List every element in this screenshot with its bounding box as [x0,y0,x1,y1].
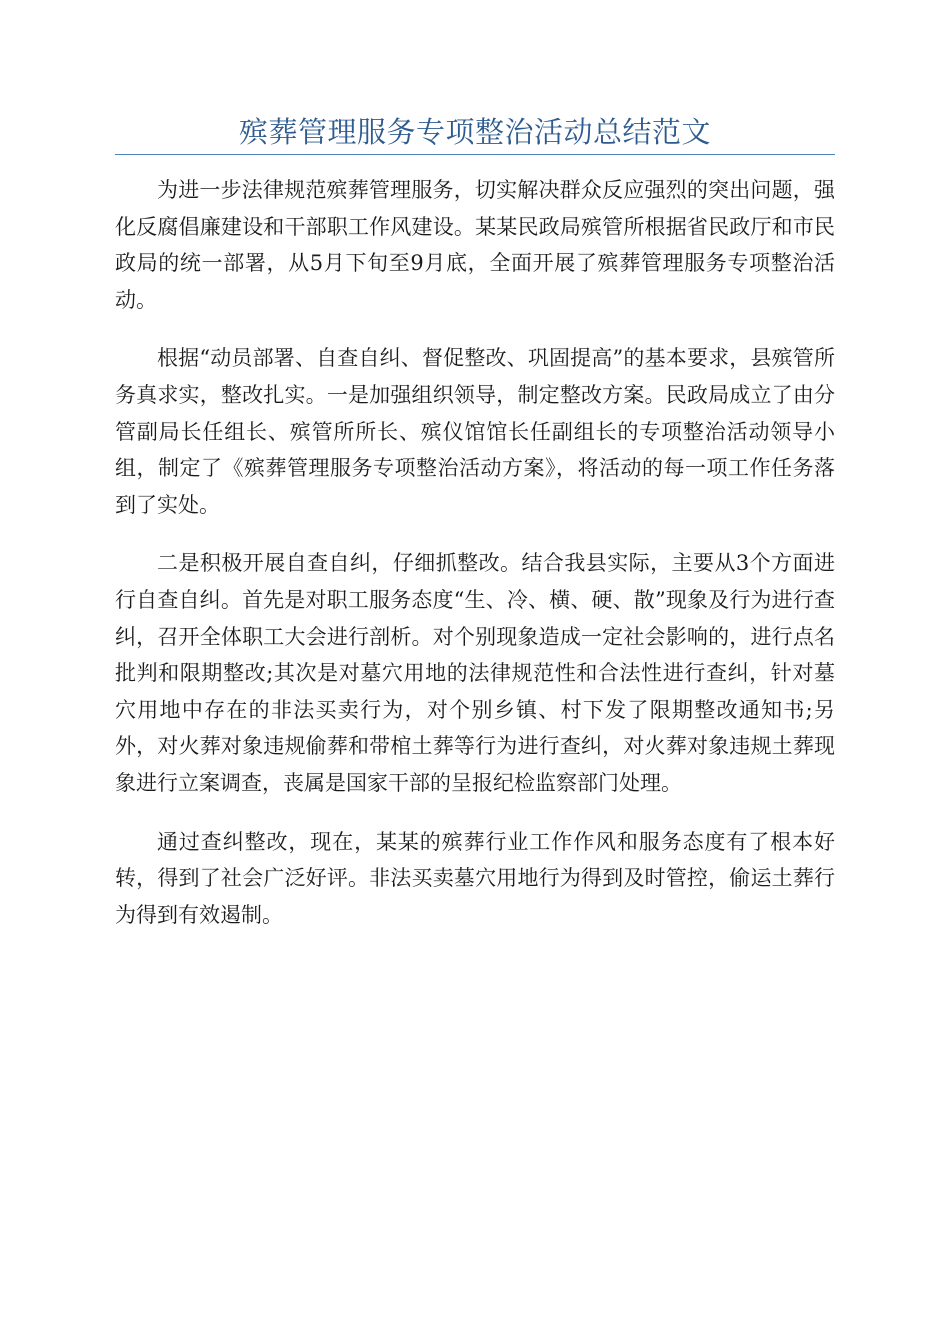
document-title: 殡葬管理服务专项整治活动总结范文 [238,115,711,149]
document-body [115,172,835,955]
paragraph-2: 根据“动员部署、自查自纠、督促整改、巩固提高”的基本要求，县殡管所务真求实，整改扎实。一是加强组织领导，制定整改方案。民政局成立了由分管副局长任组长、殡管所所长、殡仪馆馆长任副组长的专项整治活动领导小组，制定了《殡葬管理服务专项整治活动方案》，将活动的每一项工作任务落到了实处。 [115,346,835,517]
paragraph-4: 通过查纠整改，现在，某某的殡葬行业工作作风和服务态度有了根本好转，得到了社会广泛好评。非法买卖墓穴用地行为得到及时管控，偷运土葬行为得到有效遏制。 [115,829,835,927]
paragraph-3: 二是积极开展自查自纠，仔细抓整改。结合我县实际，主要从3个方面进行自查自纠。首先是对职工服务态度“生、冷、横、硬、散”现象及行为进行查纠，召开全体职工大会进行剖析。对个别现象造成一定社会影响的，进行点名批判和限期整改;其次是对墓穴用地的法律规范性和合法性进行查纠，针对墓穴用地中存在的非法买卖行为，对个别乡镇、村下发了限期整改通知书;另外，对火葬对象违规偷葬和带棺土葬等行为进行查纠，对火葬对象违规土葬现象进行立案调查，丧属是国家干部的呈报纪检监察部门处理。 [115,551,835,795]
paragraph-1: 为进一步法律规范殡葬管理服务，切实解决群众反应强烈的突出问题，强化反腐倡廉建设和干部职工作风建设。某某民政局殡管所根据省民政厅和市民政局的统一部署，从5月下旬至9月底，全面开展了殡葬管理服务专项整治活动。 [115,178,835,312]
title-underline-rule [115,154,835,155]
